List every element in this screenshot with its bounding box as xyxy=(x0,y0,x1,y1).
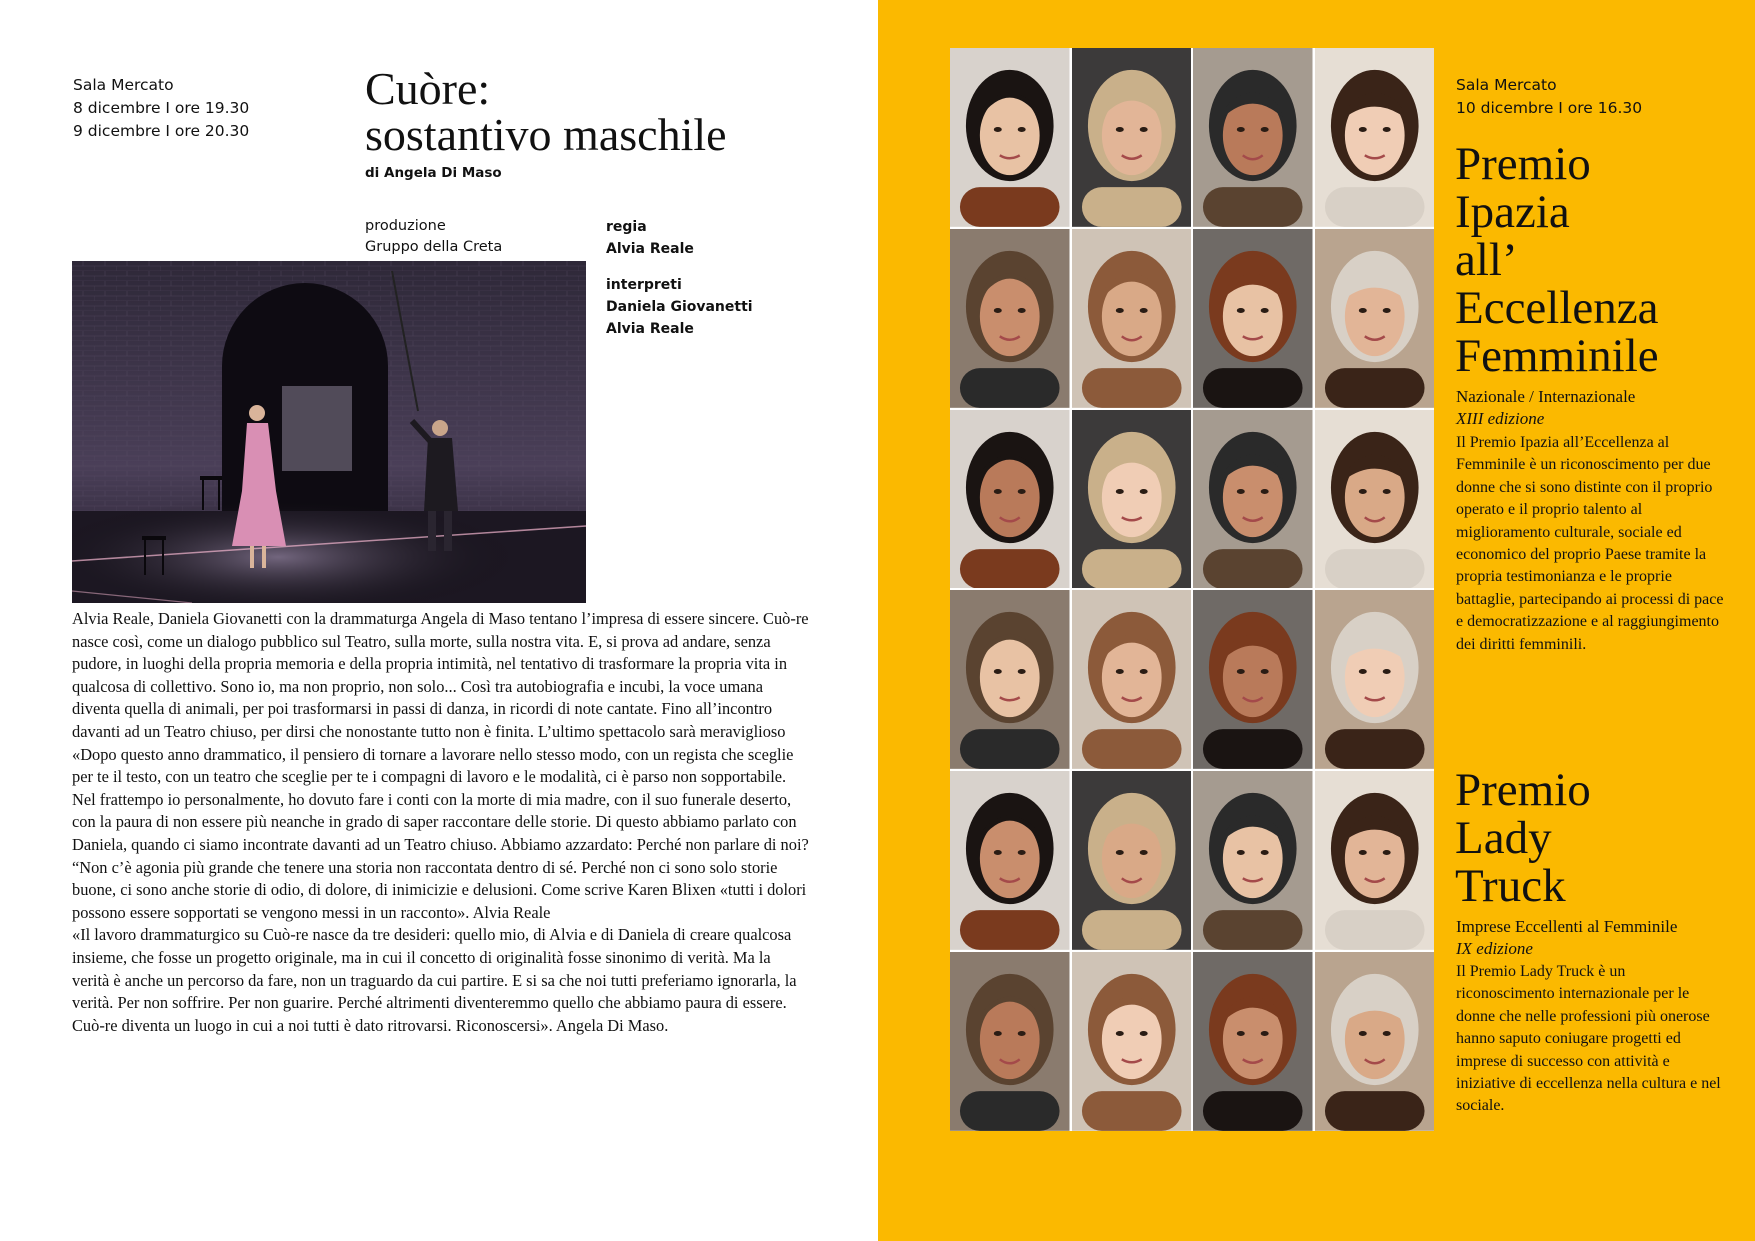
direction-label: regia xyxy=(606,219,647,235)
portrait-photo xyxy=(950,229,1070,408)
prize-lady-truck-title-line: Premio xyxy=(1455,764,1591,816)
portrait-photo xyxy=(1315,229,1435,408)
show-title-block xyxy=(365,63,825,181)
portrait-photo xyxy=(950,48,1070,227)
show-date-2: 9 dicembre I ore 20.30 xyxy=(73,122,250,140)
portrait-photo xyxy=(1193,590,1313,769)
cast-label: interpreti xyxy=(606,277,682,293)
prize-lady-truck-description: Il Premio Lady Truck è un riconoscimento internazionale per le donne che nelle professioni più onerose hanno saputo coniugare progetti ed imprese di successo con attività e iniziative di eccellenza nella cultura e nel sociale. xyxy=(1456,963,1721,1115)
prize-ipazia-subtitle: Nazionale / Internazionale xyxy=(1456,387,1636,406)
award-venue-info xyxy=(1456,74,1642,120)
show-date-1: 8 dicembre I ore 19.30 xyxy=(73,99,250,117)
portrait-photo xyxy=(1193,952,1313,1131)
portrait-photo xyxy=(1315,952,1435,1131)
cast-member-2: Alvia Reale xyxy=(606,321,694,337)
portrait-photo xyxy=(1072,48,1192,227)
prize-lady-truck-subtitle: Imprese Eccellenti al Femminile xyxy=(1456,917,1678,936)
portrait-photo xyxy=(1193,229,1313,408)
prize-ipazia-title-line: Femminile xyxy=(1455,330,1659,382)
portrait-photo xyxy=(950,410,1070,589)
portrait-photo xyxy=(1193,48,1313,227)
prize-lady-truck-title xyxy=(1455,766,1591,910)
article-body xyxy=(72,608,812,1037)
cast-credits xyxy=(606,216,753,340)
prize-ipazia-title-line: Ipazia xyxy=(1455,186,1570,238)
show-title xyxy=(365,63,825,160)
prize-ipazia-description: Il Premio Ipazia all’Eccellenza al Femminile è un riconoscimento per due donne che si sono distinte con il proprio operato e il proprio talento al miglioramento culturale, sociale ed economico del proprio Paese tramite la propria testimonianza e le proprie battaglie, partecipando ai processi di pace e democratizzazione e al raggiungimento dei diritti femminili. xyxy=(1456,434,1724,653)
show-title-line-2: sostantivo maschile xyxy=(365,109,727,160)
prize-ipazia-edition: XIII edizione xyxy=(1456,409,1545,428)
production-value: Gruppo della Creta xyxy=(365,239,503,255)
venue-info xyxy=(73,74,249,143)
portrait-photo xyxy=(1193,771,1313,950)
portrait-photo xyxy=(1072,410,1192,589)
prize-ipazia-title-line: Premio xyxy=(1455,138,1591,190)
show-author: di Angela Di Maso xyxy=(365,165,502,181)
portrait-photo xyxy=(1315,771,1435,950)
portrait-photo xyxy=(1315,590,1435,769)
stage-photo-image xyxy=(72,261,586,603)
portrait-photo xyxy=(1072,952,1192,1131)
portrait-photo xyxy=(1315,410,1435,589)
prize-ipazia-subtitle-block xyxy=(1456,386,1635,430)
stage-photo xyxy=(72,261,586,603)
prize-ipazia-title-line: Eccellenza xyxy=(1455,282,1659,334)
prize-lady-truck-edition: IX edizione xyxy=(1456,939,1533,958)
award-date: 10 dicembre I ore 16.30 xyxy=(1456,99,1643,117)
portrait-photo xyxy=(950,590,1070,769)
production-label: produzione xyxy=(365,218,446,234)
article-paragraph-2: «Dopo questo anno drammatico, il pensiero di tornare a lavorare nello stesso modo, con un regista che sceglie per te il testo, con un teatro che sceglie per te i compagni di lavoro e le modalità, ci è parso non sopportabile. Nel frattempo io personalmente, ho dovuto fare i conti con la morte di mia madre, con il suo funerale deserto, con la paura di non essere più neanche in grado di saper raccontare delle storie. Di questo abbiamo parlato con Daniela, quando ci siamo incontrate davanti ad un Teatro chiuso. Abbiamo azzardato: Perché non parlare di noi? “Non c’è agonia più grande che tenere una storia non raccontata dentro di sé. Perché non ci sono solo storie buone, ci sono anche storie di odio, di dolore, di inimicizie e delusioni. Come scrive Karen Blixen «tutti i dolori possono essere sopportati se vengono messi in un racconto». Alvia Reale xyxy=(72,744,809,922)
production-credits xyxy=(365,216,502,258)
prize-ipazia-title-line: all’ xyxy=(1455,234,1518,286)
portrait-photo xyxy=(950,952,1070,1131)
award-venue-name: Sala Mercato xyxy=(1456,76,1557,94)
article-paragraph-1: Alvia Reale, Daniela Giovanetti con la drammaturga Angela di Maso tentano l’impresa di essere sincere. Cuò-re nasce così, come un dialogo pubblico sul Teatro, sulla morte, sulla nostra vita. E, si prova ad andare, senza pudore, in luoghi della propria memoria e della propria intimità, nel tentativo di trasformare la propria vita in qualcosa di collettivo. Sono io, ma non proprio, non solo... Così tra autobiografia e incubi, la voce umana diventa quella di animali, per poi trasformarsi in passi di danza, in ricordi di note cantate. Fino all’incontro davanti ad un Teatro chiuso, per dirsi che nonostante tutto non è finita. L’ultimo spettacolo sarà meraviglioso xyxy=(72,609,809,741)
prize-ipazia-title xyxy=(1455,140,1659,380)
portrait-photo xyxy=(1072,771,1192,950)
portrait-photo xyxy=(1193,410,1313,589)
venue-name: Sala Mercato xyxy=(73,76,174,94)
article-paragraph-3: «Il lavoro drammaturgico su Cuò-re nasce da tre desideri: quello mio, di Alvia e di Daniela di creare qualcosa insieme, che fosse un progetto originale, ma in cui il concetto di originalità fosse sinonimo di verità. Ma la verità è anche un percorso da fare, non un traguardo da cui partire. E si sa che noi tutti preferiamo ignorarla, la verità. Per non soffrire. Per non guarire. Perché altrimenti diventeremmo quello che abbiamo paura di essere. Cuò-re diventa un luogo in cui a noi tutti è dato ritrovarsi. Riconoscersi». Angela Di Maso. xyxy=(72,925,797,1035)
prize-lady-truck-title-line: Lady xyxy=(1455,812,1552,864)
cast-member-1: Daniela Giovanetti xyxy=(606,299,753,315)
portrait-grid xyxy=(950,48,1434,1131)
portrait-photo xyxy=(1072,590,1192,769)
prize-lady-truck-subtitle-block xyxy=(1456,916,1677,960)
portrait-photo xyxy=(1315,48,1435,227)
portrait-photo xyxy=(1072,229,1192,408)
show-title-line-1: Cuòre: xyxy=(365,63,491,114)
direction-value: Alvia Reale xyxy=(606,241,694,257)
portrait-photo xyxy=(950,771,1070,950)
prize-lady-truck-title-line: Truck xyxy=(1455,860,1566,912)
